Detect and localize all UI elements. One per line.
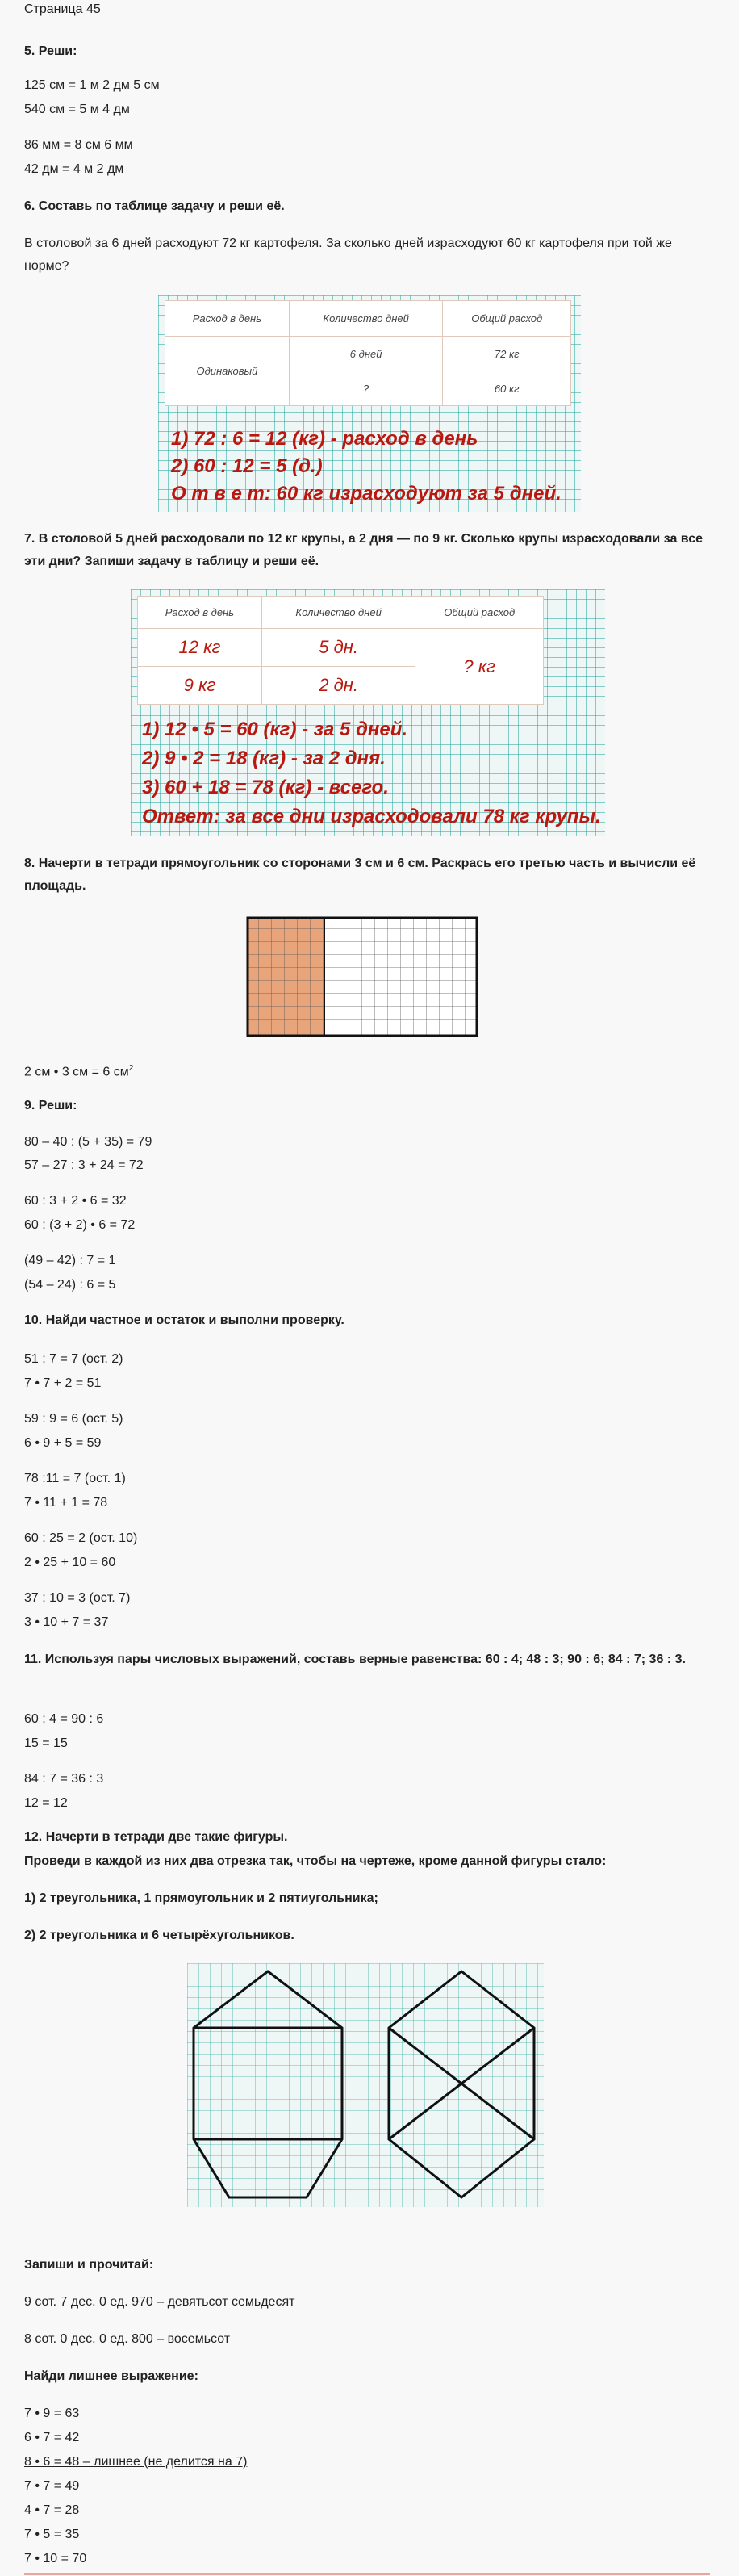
extra-line: 4 • 7 = 28 <box>24 2503 80 2517</box>
table-header: Количество дней <box>261 597 415 629</box>
task6-solution-line: 2) 60 : 12 = 5 (д.) <box>171 455 323 477</box>
table-header: Общий расход <box>443 301 571 337</box>
task7-heading: 7. В столовой 5 дней расходовали по 12 кг крупы, а 2 дня — по 9 кг. Сколько крупы израсходовали за все эти дни? Запиши задачу в таблицу и реши её. <box>24 532 704 568</box>
task10-line: 51 : 7 = 7 (ост. 2) <box>24 1352 123 1366</box>
task9-line: 57 – 27 : 3 + 24 = 72 <box>24 1158 144 1172</box>
task10-line: 7 • 7 + 2 = 51 <box>24 1376 102 1390</box>
area-formula: 2 см • 3 см = 6 см <box>24 1065 129 1079</box>
table-cell: 60 кг <box>443 371 571 406</box>
area-exponent: 2 <box>128 1064 134 1073</box>
task12-item: 1) 2 треугольника, 1 прямоугольник и 2 пятиугольника; <box>24 1891 378 1905</box>
task8-rectangle-figure <box>245 915 479 1038</box>
hexagon-figures <box>187 1963 544 2207</box>
extra-line: 9 сот. 7 дес. 0 ед. 970 – девятьсот семьдесят <box>24 2295 295 2309</box>
task8-heading: 8. Начерти в тетради прямоугольник со сторонами 3 см и 6 см. Раскрась его третью часть и вычисли её площадь. <box>24 857 696 893</box>
table-cell: 72 кг <box>443 337 571 371</box>
bottom-border <box>24 2573 710 2575</box>
task7-solution-line: 3) 60 + 18 = 78 (кг) - всего. <box>142 777 389 798</box>
task7-solution-line: 2) 9 • 2 = 18 (кг) - за 2 дня. <box>142 748 386 769</box>
task9-line: 60 : (3 + 2) • 6 = 72 <box>24 1218 136 1232</box>
table-header: Общий расход <box>415 597 544 629</box>
task5-line: 540 см = 5 м 4 дм <box>24 103 130 116</box>
rectangle-drawing <box>245 915 479 1038</box>
task6-solution-line: 1) 72 : 6 = 12 (кг) - расход в день <box>171 428 478 450</box>
task8-answer <box>24 1061 133 1080</box>
task6-table <box>165 300 571 406</box>
extra-line-odd: 8 • 6 = 48 – лишнее (не делится на 7) <box>24 2455 248 2469</box>
task7-solution-line: 1) 12 • 5 = 60 (кг) - за 5 дней. <box>142 718 408 740</box>
extra-line: 7 • 7 = 49 <box>24 2479 80 2493</box>
task10-line: 60 : 25 = 2 (ост. 10) <box>24 1531 138 1545</box>
task6-heading: 6. Составь по таблице задачу и реши её. <box>24 199 285 213</box>
table-cell: Одинаковый <box>165 337 290 406</box>
task7-table <box>137 596 544 705</box>
task10-line: 6 • 9 + 5 = 59 <box>24 1436 102 1450</box>
task12-heading: 12. Начерти в тетради две такие фигуры. <box>24 1830 288 1844</box>
extra-line: 8 сот. 0 дес. 0 ед. 800 – восемьсот <box>24 2332 231 2346</box>
table-cell: ? <box>289 371 443 406</box>
task5-heading: 5. Реши: <box>24 44 77 58</box>
task11-heading: 11. Используя пары числовых выражений, составь верные равенства: 60 : 4; 48 : 3; 90 : 6; 84 : 7; 36 : 3. <box>24 1652 686 1666</box>
task9-line: (54 – 24) : 6 = 5 <box>24 1278 116 1292</box>
task9-heading: 9. Реши: <box>24 1099 77 1112</box>
task12-figures <box>187 1963 544 2207</box>
task10-line: 2 • 25 + 10 = 60 <box>24 1556 116 1569</box>
table-cell: 2 дн. <box>261 667 415 705</box>
table-header: Расход в день <box>138 597 262 629</box>
task10-line: 59 : 9 = 6 (ост. 5) <box>24 1412 123 1426</box>
extra-line: 7 • 5 = 35 <box>24 2528 80 2541</box>
table-cell: 5 дн. <box>261 629 415 667</box>
task6-answer: О т в е т: 60 кг израсходуют за 5 дней. <box>171 483 562 505</box>
table-cell: ? кг <box>415 629 544 705</box>
task5-line: 125 см = 1 м 2 дм 5 см <box>24 78 160 92</box>
task10-heading: 10. Найди частное и остаток и выполни проверку. <box>24 1313 344 1327</box>
table-header: Расход в день <box>165 301 290 337</box>
task9-line: (49 – 42) : 7 = 1 <box>24 1254 116 1267</box>
extra-heading: Запиши и прочитай: <box>24 2258 154 2272</box>
page-title: Страница 45 <box>24 2 101 16</box>
table-header: Количество дней <box>289 301 443 337</box>
task10-line: 7 • 11 + 1 = 78 <box>24 1496 108 1510</box>
task5-line: 86 мм = 8 см 6 мм <box>24 138 133 152</box>
table-cell: 6 дней <box>289 337 443 371</box>
task6-text: В столовой за 6 дней расходуют 72 кг картофеля. За сколько дней израсходуют 60 кг картофеля при той же норме? <box>24 237 672 273</box>
task12-subheading: Проведи в каждой из них два отрезка так, чтобы на чертеже, кроме данной фигуры стало: <box>24 1854 607 1868</box>
extra-heading: Найди лишнее выражение: <box>24 2369 198 2383</box>
task11-line: 12 = 12 <box>24 1796 68 1810</box>
task9-line: 80 – 40 : (5 + 35) = 79 <box>24 1135 152 1149</box>
table-cell: 12 кг <box>138 629 262 667</box>
task10-line: 37 : 10 = 3 (ост. 7) <box>24 1591 131 1605</box>
task11-line: 60 : 4 = 90 : 6 <box>24 1712 104 1726</box>
extra-line: 6 • 7 = 42 <box>24 2431 80 2444</box>
extra-line: 7 • 9 = 63 <box>24 2406 80 2420</box>
task9-line: 60 : 3 + 2 • 6 = 32 <box>24 1194 127 1208</box>
task5-line: 42 дм = 4 м 2 дм <box>24 162 124 176</box>
task10-line: 3 • 10 + 7 = 37 <box>24 1615 109 1629</box>
task7-answer: Ответ: за все дни израсходовали 78 кг крупы. <box>142 806 601 827</box>
task12-item: 2) 2 треугольника и 6 четырёхугольников. <box>24 1929 294 1942</box>
task10-line: 78 :11 = 7 (ост. 1) <box>24 1472 126 1485</box>
extra-line: 7 • 10 = 70 <box>24 2552 87 2566</box>
table-cell: 9 кг <box>138 667 262 705</box>
task11-line: 84 : 7 = 36 : 3 <box>24 1772 104 1786</box>
task11-line: 15 = 15 <box>24 1736 68 1750</box>
